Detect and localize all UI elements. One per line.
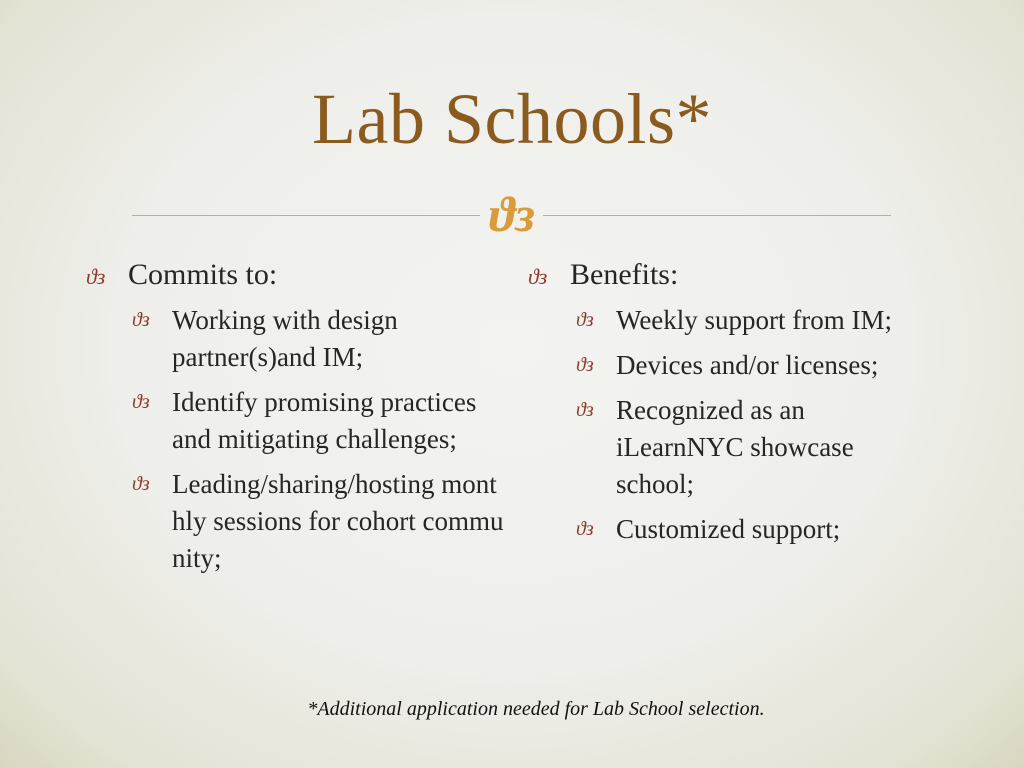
leaf-bullet-icon: ϑз [132, 473, 150, 495]
divider-line-left [132, 215, 480, 216]
leaf-bullet-icon: ϑз [132, 309, 150, 331]
list-item [86, 466, 506, 577]
leaf-bullet-icon: ϑз [576, 518, 594, 540]
list-item-text: Leading/sharing/hosting monthly sessions for cohort community; [172, 469, 504, 573]
list-item-text: Devices and/or licenses; [616, 350, 879, 380]
leaf-bullet-icon: ϑз [576, 309, 594, 331]
list-item-text: Customized support; [616, 514, 841, 544]
list-item-text: Identify promising practices and mitigating challenges; [172, 387, 477, 454]
leaf-bullet-icon: ϑз [576, 354, 594, 376]
list-item-text: Weekly support from IM; [616, 305, 893, 335]
footnote: *Additional application needed for Lab School selection. [307, 698, 765, 720]
leaf-bullet-icon: ϑз [86, 264, 106, 289]
leaf-swirl-ornament-icon: ϑз [489, 186, 535, 242]
list-item [528, 511, 938, 548]
list-item [528, 302, 938, 339]
commits-heading [86, 258, 506, 292]
benefits-heading-label: Benefits: [570, 258, 679, 291]
list-item [86, 384, 506, 458]
list-item-text: Recognized as an iLearnNYC showcase school; [616, 395, 854, 499]
list-item-text: Working with design partner(s)and IM; [172, 305, 398, 372]
benefits-column [528, 258, 938, 556]
commits-column [86, 258, 506, 585]
leaf-bullet-icon: ϑз [528, 264, 548, 289]
benefits-heading [528, 258, 938, 292]
list-item [528, 392, 938, 503]
commits-heading-label: Commits to: [128, 258, 278, 291]
list-item [86, 302, 506, 376]
list-item [528, 347, 938, 384]
commits-list [86, 302, 506, 577]
divider-line-right [543, 215, 891, 216]
leaf-bullet-icon: ϑз [132, 391, 150, 413]
benefits-list [528, 302, 938, 548]
leaf-bullet-icon: ϑз [576, 399, 594, 421]
slide-title: Lab Schools* [312, 79, 712, 159]
